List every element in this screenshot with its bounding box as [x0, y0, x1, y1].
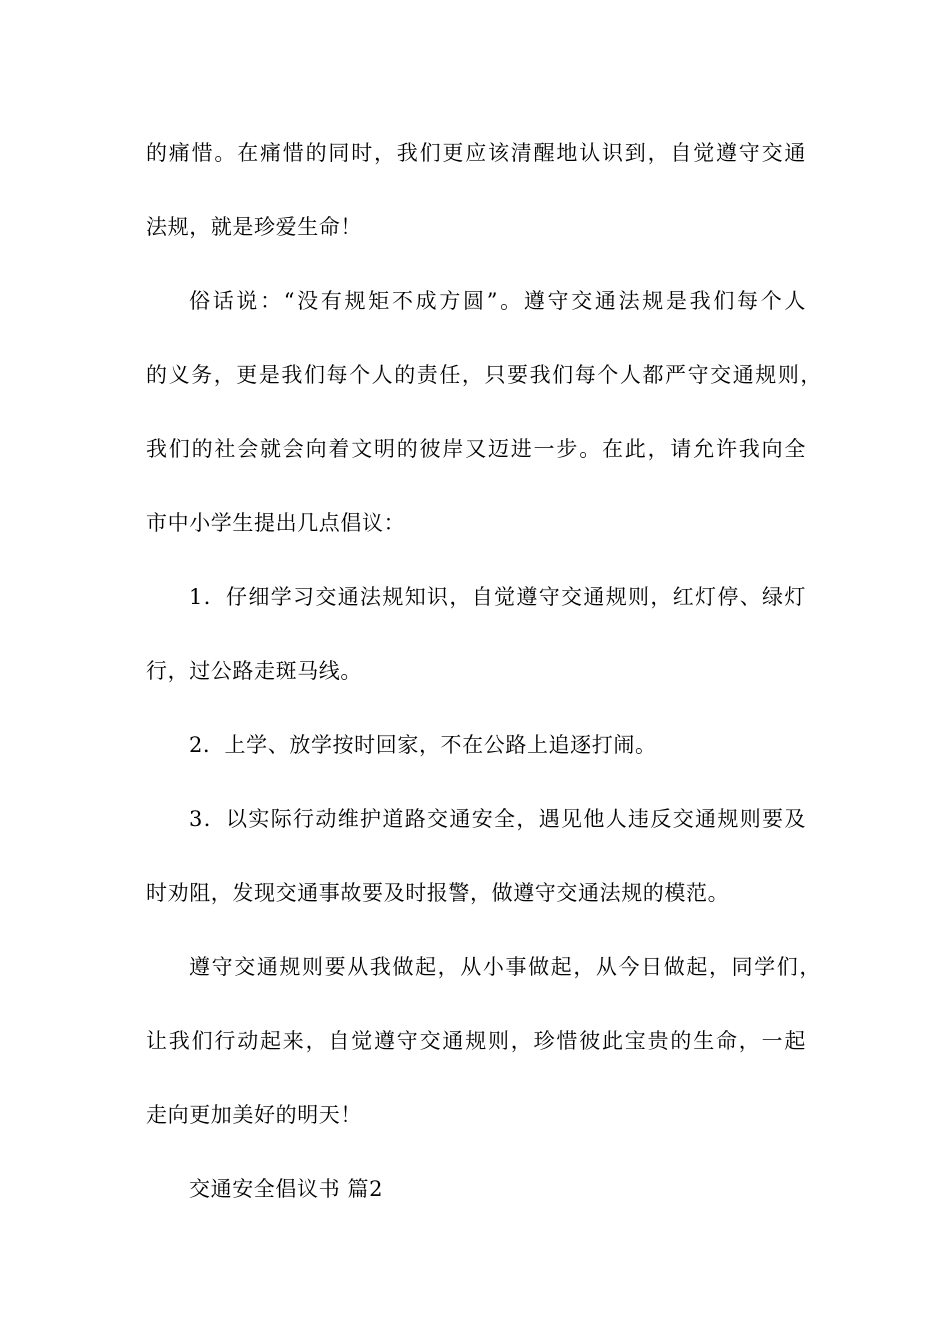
- list-item-3-line-1: 3．以实际行动维护道路交通安全，遇见他人违反交通规则要及: [189, 807, 806, 831]
- section-heading: 交通安全倡议书 篇2: [189, 1177, 384, 1201]
- text-line-2: 法规，就是珍爱生命！: [146, 215, 362, 239]
- text-line-12: 遵守交通规则要从我做起，从小事做起，从今日做起，同学们，: [189, 955, 821, 979]
- text-line-6: 市中小学生提出几点倡议：: [146, 511, 406, 535]
- list-item-1-line-1: 1．仔细学习交通法规知识，自觉遵守交通规则，红灯停、绿灯: [189, 585, 806, 609]
- text-line-3: 俗话说：“没有规矩不成方圆”。遵守交通法规是我们每个人: [189, 289, 806, 313]
- list-item-2: 2．上学、放学按时回家，不在公路上追逐打闹。: [189, 733, 657, 757]
- text-line-14: 走向更加美好的明天！: [146, 1103, 362, 1127]
- list-item-1-line-2: 行，过公路走斑马线。: [146, 659, 362, 683]
- list-item-3-line-2: 时劝阻，发现交通事故要及时报警，做遵守交通法规的模范。: [146, 881, 730, 905]
- text-line-5: 我们的社会就会向着文明的彼岸又迈进一步。在此，请允许我向全: [146, 437, 806, 461]
- text-line-4: 的义务，更是我们每个人的责任，只要我们每个人都严守交通规则，: [146, 363, 822, 387]
- text-line-1: 的痛惜。在痛惜的同时，我们更应该清醒地认识到，自觉遵守交通: [146, 141, 806, 165]
- text-line-13: 让我们行动起来，自觉遵守交通规则，珍惜彼此宝贵的生命，一起: [146, 1029, 806, 1053]
